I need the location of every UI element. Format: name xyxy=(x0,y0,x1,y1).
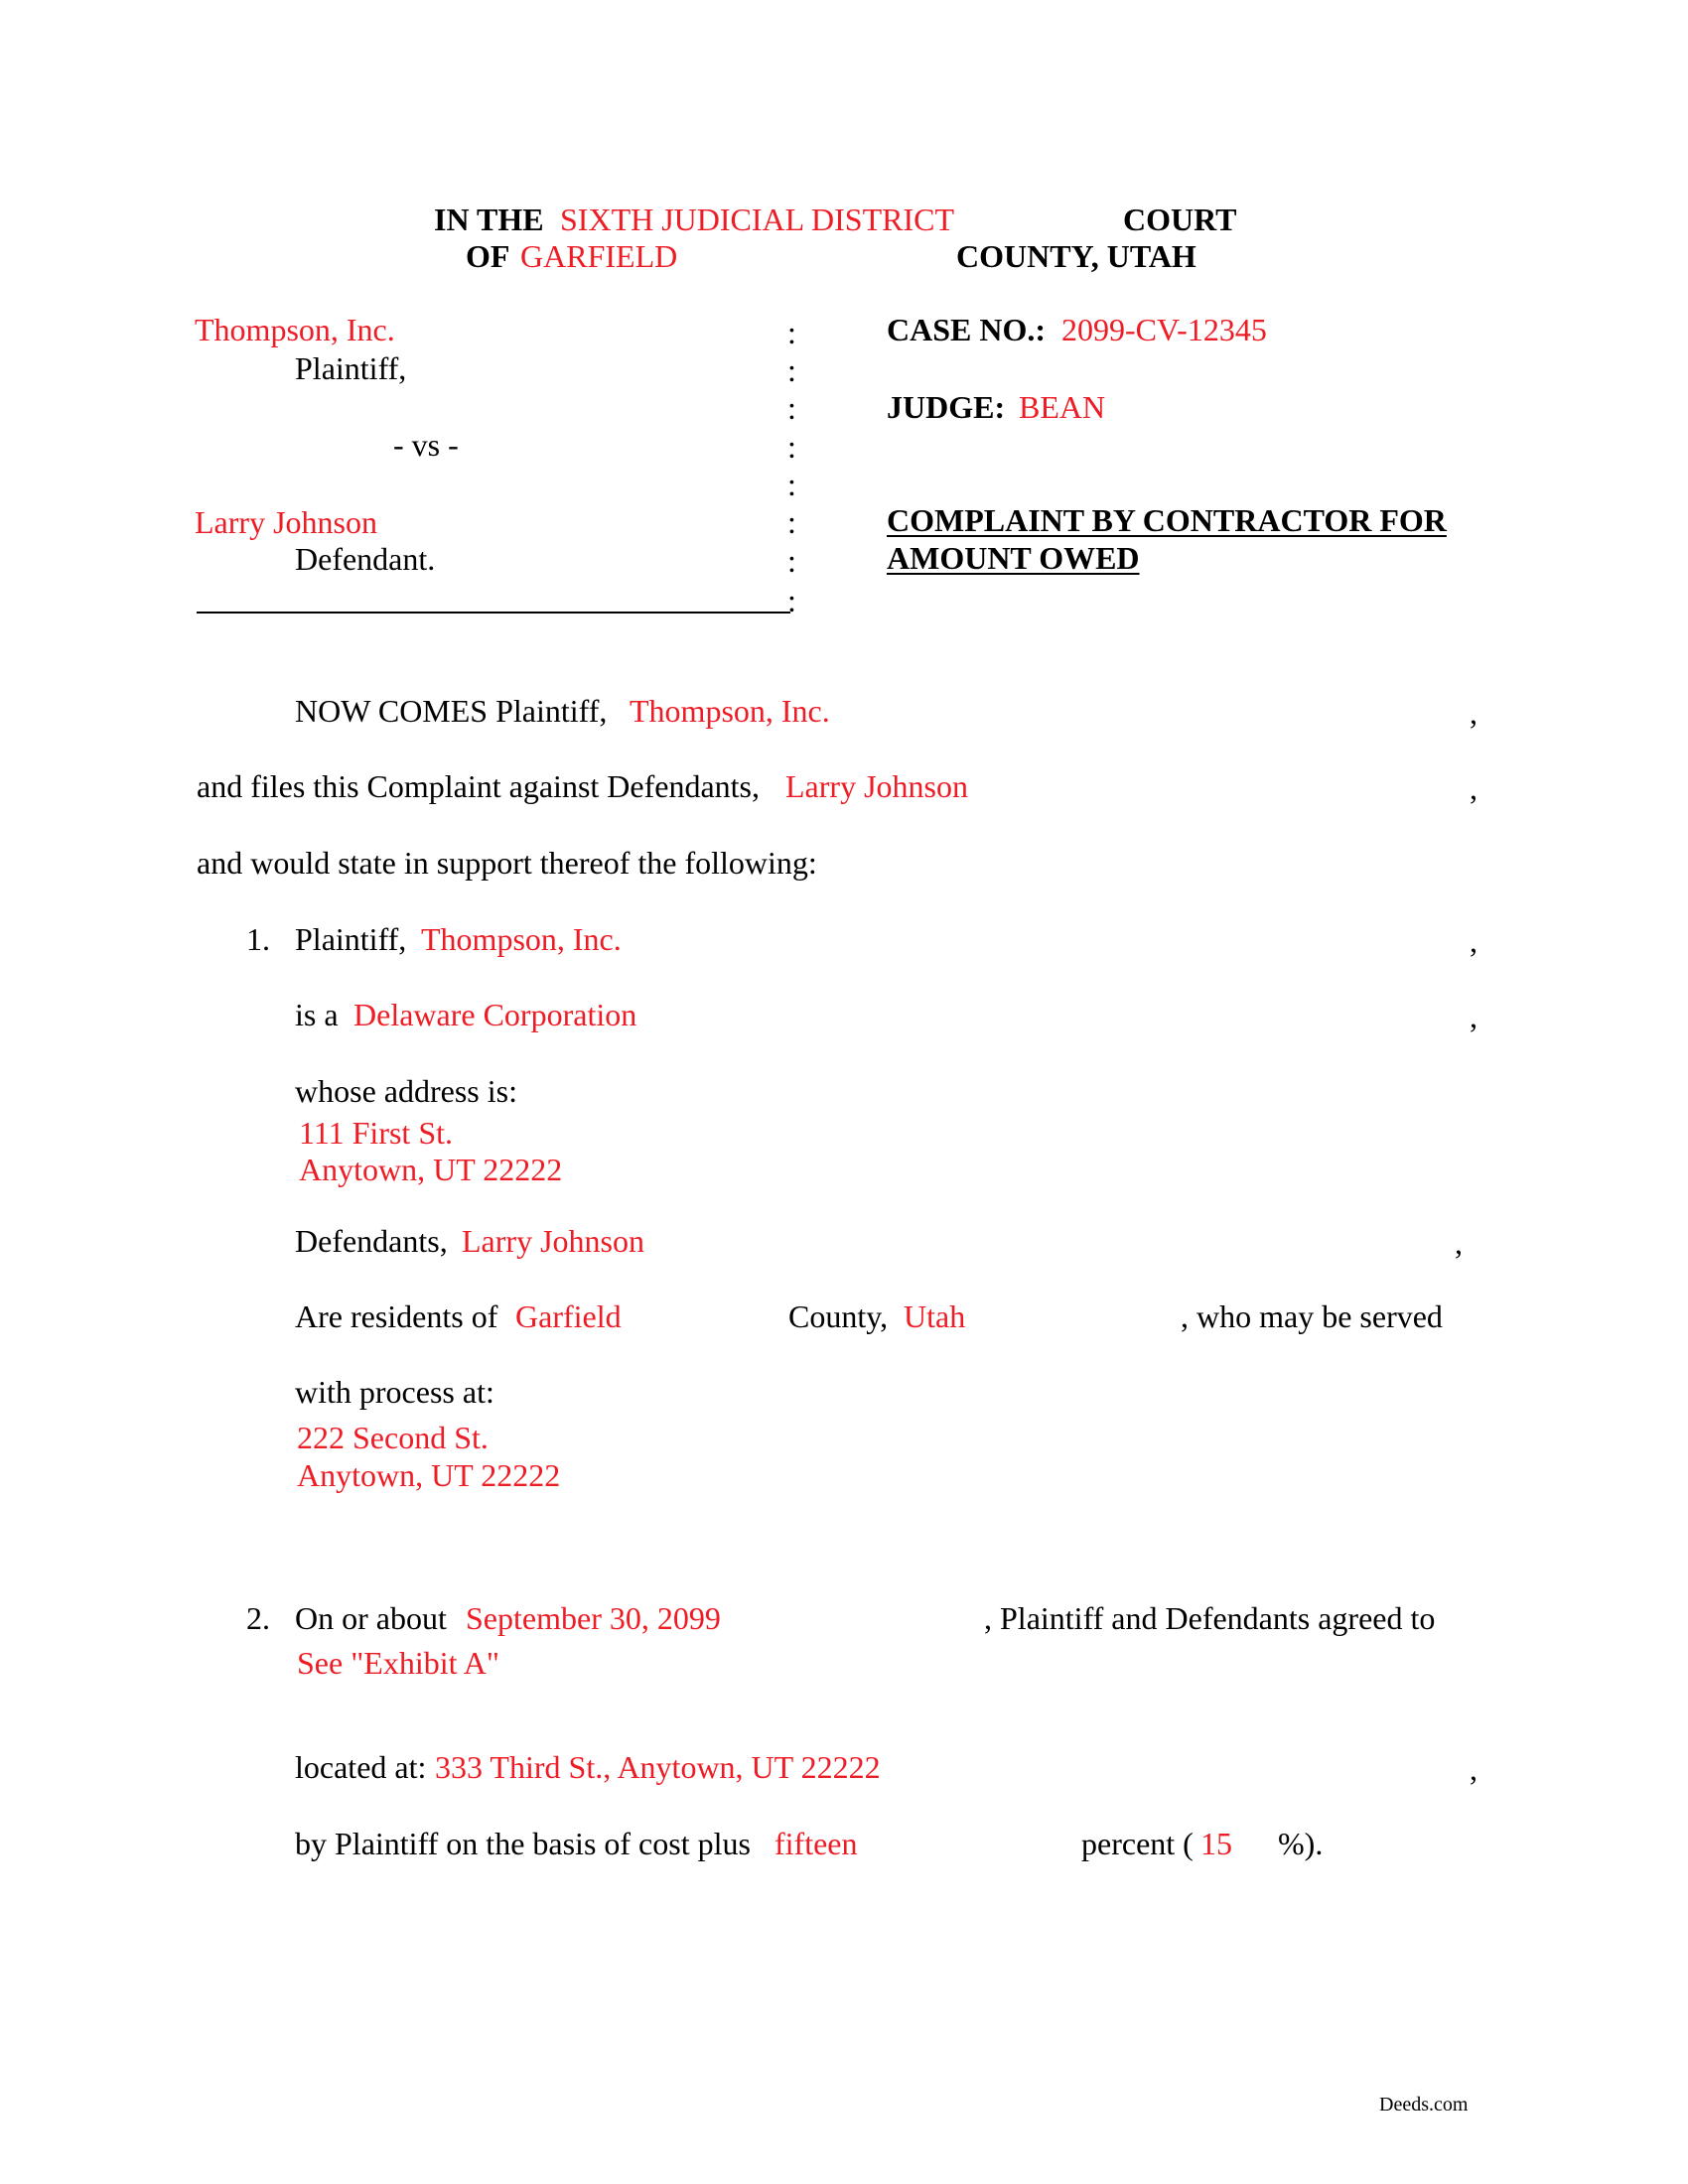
plaintiff-label: Plaintiff, xyxy=(295,350,407,386)
document-title-line1: COMPLAINT BY CONTRACTOR FOR xyxy=(887,502,1447,538)
judge-label: JUDGE: xyxy=(887,389,1006,425)
files-prefix: and files this Complaint against Defendants, xyxy=(197,768,760,804)
para2-date: September 30, 2099 xyxy=(466,1600,721,1636)
colon: : xyxy=(787,504,796,540)
plaintiff-name: Thompson, Inc. xyxy=(195,312,395,347)
para1-number: 1. xyxy=(246,921,270,957)
colon: : xyxy=(787,543,796,579)
para1-county-word: County, xyxy=(788,1298,889,1334)
para1-entity-type: Delaware Corporation xyxy=(353,997,637,1032)
case-number: 2099-CV-12345 xyxy=(1061,312,1267,347)
para2-location: 333 Third St., Anytown, UT 22222 xyxy=(435,1749,881,1785)
para1-defendants-prefix: Defendants, xyxy=(295,1223,448,1259)
para1-address-line1: 111 First St. xyxy=(299,1115,453,1151)
case-no-label: CASE NO.: xyxy=(887,312,1047,347)
para1-plaintiff-prefix: Plaintiff, xyxy=(295,921,407,957)
caption-county-state: COUNTY, UTAH xyxy=(956,238,1196,274)
para2-number: 2. xyxy=(246,1600,270,1636)
para2-agreed-suffix: , Plaintiff and Defendants agreed to xyxy=(984,1600,1436,1636)
defendant-label: Defendant. xyxy=(295,541,436,577)
caption-in-the: IN THE xyxy=(434,202,544,237)
comma: , xyxy=(1470,770,1477,806)
para2-located-label: located at: xyxy=(295,1749,427,1785)
para2-work: See "Exhibit A" xyxy=(297,1645,499,1681)
para1-process-line1: 222 Second St. xyxy=(297,1420,489,1455)
colon: : xyxy=(787,429,796,465)
defendant-name: Larry Johnson xyxy=(195,504,377,540)
footer-brand: Deeds.com xyxy=(1379,2094,1469,2116)
caption-district: SIXTH JUDICIAL DISTRICT xyxy=(560,202,955,237)
para2-on-about: On or about xyxy=(295,1600,447,1636)
para1-address-line2: Anytown, UT 22222 xyxy=(299,1152,563,1187)
caption-county-name: GARFIELD xyxy=(520,238,678,274)
para2-percent-close: %). xyxy=(1278,1826,1324,1861)
colon: : xyxy=(787,352,796,388)
support-statement: and would state in support thereof the following: xyxy=(197,845,817,881)
para1-residents-county: Garfield xyxy=(515,1298,622,1334)
intro-plaintiff: Thompson, Inc. xyxy=(630,693,830,729)
caption-of: OF xyxy=(466,238,510,274)
colon: : xyxy=(787,583,796,618)
intro-prefix: NOW COMES Plaintiff, xyxy=(295,693,608,729)
para1-defendants-name: Larry Johnson xyxy=(462,1223,644,1259)
caption-court: COURT xyxy=(1123,202,1237,237)
document-title-line2: AMOUNT OWED xyxy=(887,540,1140,576)
para2-percent-number: 15 xyxy=(1200,1826,1232,1861)
para2-percent-words: fifteen xyxy=(774,1826,858,1861)
comma: , xyxy=(1455,1225,1463,1261)
para1-process-line2: Anytown, UT 22222 xyxy=(297,1457,561,1493)
comma: , xyxy=(1470,695,1477,731)
files-defendant: Larry Johnson xyxy=(785,768,968,804)
colon: : xyxy=(787,390,796,426)
para2-percent-open: percent ( xyxy=(1081,1826,1194,1861)
comma: , xyxy=(1470,923,1477,959)
judge-name: BEAN xyxy=(1019,389,1106,425)
para1-is-a: is a xyxy=(295,997,339,1032)
versus: - vs - xyxy=(393,427,459,463)
caption-divider xyxy=(197,612,790,614)
colon: : xyxy=(787,315,796,350)
para1-residents-state: Utah xyxy=(904,1298,966,1334)
comma: , xyxy=(1470,1751,1477,1787)
para2-basis-prefix: by Plaintiff on the basis of cost plus xyxy=(295,1826,751,1861)
para1-plaintiff-name: Thompson, Inc. xyxy=(421,921,622,957)
para1-process-label: with process at: xyxy=(295,1374,494,1410)
para1-address-label: whose address is: xyxy=(295,1073,517,1109)
para1-residents-prefix: Are residents of xyxy=(295,1298,498,1334)
colon: : xyxy=(787,467,796,502)
para1-served-suffix: , who may be served xyxy=(1181,1298,1443,1334)
comma: , xyxy=(1470,999,1477,1034)
